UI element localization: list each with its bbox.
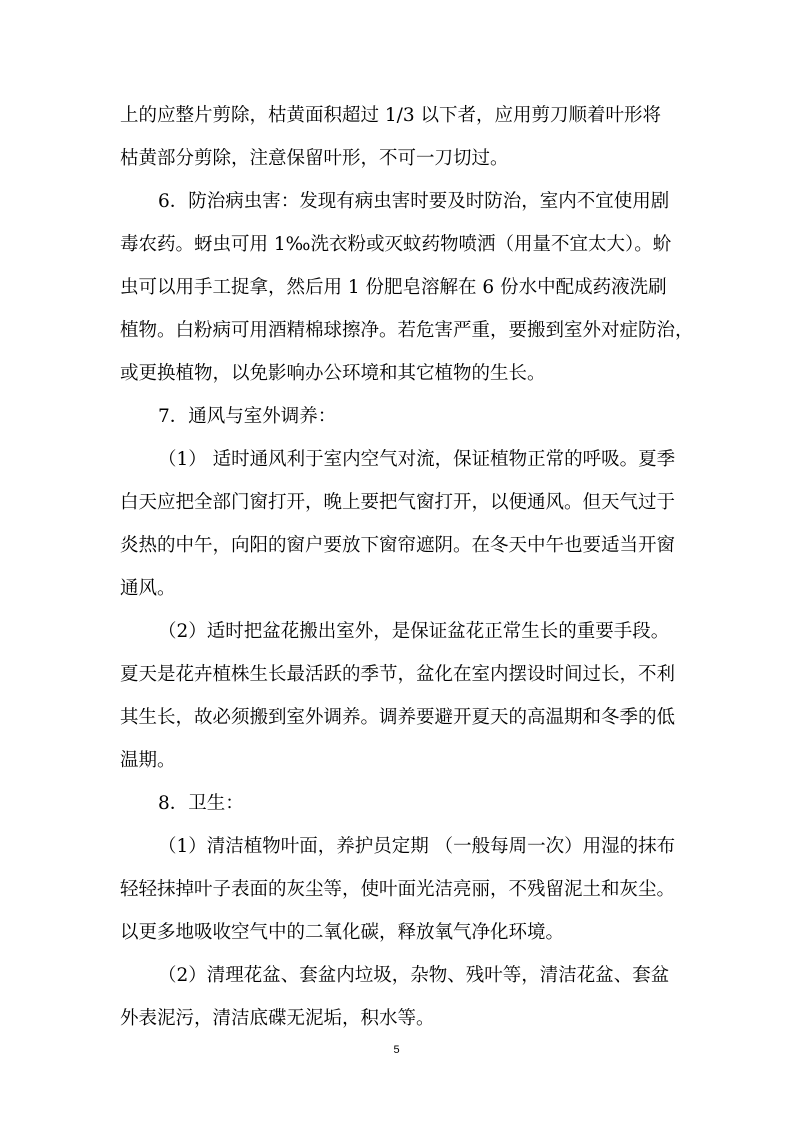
text-line: 温期。: [120, 750, 176, 771]
text-line: 通风。: [120, 578, 176, 599]
text-line: 炎热的中午，向阳的窗户要放下窗帘遮阴。在冬天中午也要适当开窗: [120, 535, 676, 556]
text-line: 植物。白粉病可用酒精棉球擦净。若危害严重，要搬到室外对症防治，: [120, 320, 694, 341]
text-line: （1）清洁植物叶面，养护员定期 （一般每周一次）用湿的抹布: [158, 836, 676, 857]
heading-hygiene: 8．卫生：: [158, 793, 244, 814]
text-line: 或更换植物，以免影响办公环境和其它植物的生长。: [120, 363, 546, 384]
text-line: （1） 适时通风利于室内空气对流，保证植物正常的呼吸。夏季: [158, 449, 676, 470]
text-line: 以更多地吸收空气中的二氧化碳，释放氧气净化环境。: [120, 922, 565, 943]
text-line: 枯黄部分剪除，注意保留叶形，不可一刀切过。: [120, 148, 509, 169]
heading-ventilation: 7．通风与室外调养：: [158, 406, 337, 427]
text-line: 毒农药。蚜虫可用 1‰洗衣粉或灭蚊药物喷洒（用量不宜太大）。蚧: [120, 234, 672, 255]
heading-pest-control: 6．防治病虫害：发现有病虫害时要及时防治，室内不宜使用剧: [158, 191, 670, 212]
text-line: 白天应把全部门窗打开，晚上要把气窗打开，以便通风。但天气过于: [120, 492, 676, 513]
text-line: 轻轻抹掉叶子表面的灰尘等，使叶面光洁亮丽，不残留泥土和灰尘。: [120, 879, 676, 900]
text-line: （2）清理花盆、套盆内垃圾，杂物、残叶等，清洁花盆、套盆: [158, 965, 670, 986]
text-line: （2）适时把盆花搬出室外，是保证盆花正常生长的重要手段。: [158, 621, 670, 642]
text-line: 其生长，故必须搬到室外调养。调养要避开夏天的高温期和冬季的低: [120, 707, 676, 728]
text-line: 外表泥污，清洁底碟无泥垢，积水等。: [120, 1008, 435, 1029]
text-line: 虫可以用手工捉拿，然后用 1 份肥皂溶解在 6 份水中配成药液洗刷: [120, 277, 667, 298]
text-line: 夏天是花卉植株生长最活跃的季节，盆化在室内摆设时间过长，不利: [120, 664, 676, 685]
text-line: 上的应整片剪除，枯黄面积超过 1/3 以下者，应用剪刀顺着叶形将: [120, 105, 662, 126]
page-number: 5: [393, 1044, 400, 1056]
